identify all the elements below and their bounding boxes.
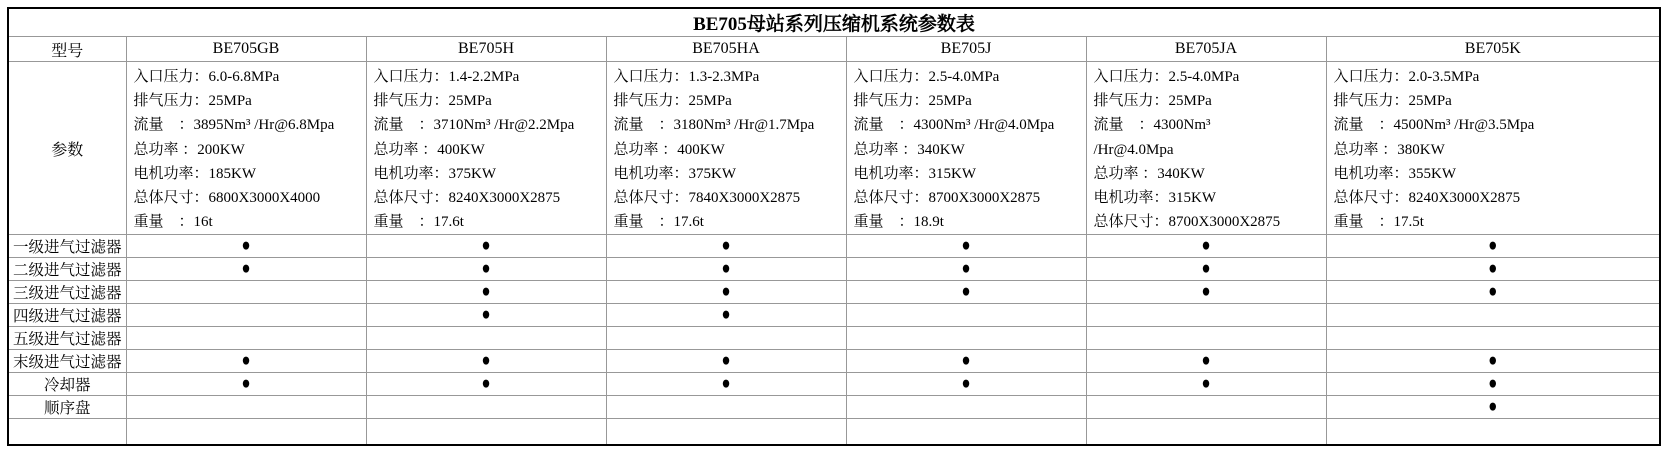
param-line: 总功率 ：400KW [613, 141, 725, 158]
param-line: 重量 ：17.6t [373, 214, 464, 231]
feature-row [8, 373, 1660, 396]
feature-cell-absent [126, 396, 366, 419]
bullet-dot: ● [1488, 236, 1498, 257]
empty-row [8, 419, 1660, 445]
feature-cell-present [1326, 396, 1660, 419]
feature-cell-present [1086, 373, 1326, 396]
bullet-dot: ● [721, 236, 731, 257]
param-line: 重量 ：17.6t [613, 214, 704, 231]
bullet-dot: ● [961, 236, 971, 257]
bullet-dot: ● [721, 259, 731, 280]
feature-row [8, 350, 1660, 373]
param-cell-4 [1086, 62, 1326, 235]
feature-row [8, 258, 1660, 281]
param-line: 流量 ：3180Nm³ /Hr@1.7Mpa [613, 117, 815, 134]
bullet-dot: ● [721, 305, 731, 326]
bullet-dot: ● [241, 236, 251, 257]
feature-row-label: 末级进气过滤器 [8, 350, 126, 373]
feature-row-label: 顺序盘 [8, 396, 126, 419]
feature-cell-present [126, 258, 366, 281]
param-line: 流量 ：3710Nm³ /Hr@2.2Mpa [373, 117, 575, 134]
title-row [8, 8, 1660, 37]
feature-cell-present [126, 373, 366, 396]
model-header-label: 型号 [8, 37, 126, 62]
bullet-dot: ● [481, 305, 491, 326]
bullet-dot: ● [1488, 397, 1498, 418]
feature-row-label: 五级进气过滤器 [8, 327, 126, 350]
param-line: 总体尺寸：8240X3000X2875 [373, 190, 561, 207]
bullet-dot: ● [1488, 282, 1498, 303]
feature-cell-present [606, 304, 846, 327]
feature-cell-absent [846, 327, 1086, 350]
feature-cell-absent [366, 396, 606, 419]
param-cell-0 [126, 62, 366, 235]
bullet-dot: ● [1488, 259, 1498, 280]
empty-cell [846, 419, 1086, 445]
bullet-dot: ● [1201, 374, 1211, 395]
param-line: 电机功率：315KW [853, 165, 976, 182]
param-line: 重量 ：16t [133, 214, 213, 231]
feature-cell-absent [846, 304, 1086, 327]
feature-cell-present [1326, 281, 1660, 304]
model-name: BE705HA [606, 37, 846, 62]
param-line: 总体尺寸：6800X3000X4000 [133, 190, 321, 207]
bullet-dot: ● [721, 351, 731, 372]
feature-row [8, 235, 1660, 258]
param-line: 重量 ：17.5t [1333, 214, 1424, 231]
param-line: 电机功率：375KW [613, 165, 736, 182]
param-line: 排气压力：25MPa [1333, 93, 1452, 110]
bullet-dot: ● [1488, 374, 1498, 395]
feature-row-label: 冷却器 [8, 373, 126, 396]
feature-cell-present [126, 235, 366, 258]
feature-row [8, 281, 1660, 304]
feature-cell-present [366, 235, 606, 258]
param-line: 排气压力：25MPa [853, 93, 972, 110]
param-line: 入口压力：1.4-2.2MPa [373, 69, 520, 85]
feature-cell-present [606, 281, 846, 304]
feature-cell-present [366, 281, 606, 304]
feature-cell-absent [1086, 396, 1326, 419]
bullet-dot: ● [961, 374, 971, 395]
feature-cell-present [606, 373, 846, 396]
param-line: 入口压力：2.5-4.0MPa [1093, 69, 1240, 85]
param-line: 流量 ：4300Nm³ /Hr@4.0Mpa [853, 117, 1055, 134]
bullet-dot: ● [1488, 351, 1498, 372]
param-line: 入口压力：2.5-4.0MPa [853, 69, 1000, 85]
param-cell-1 [366, 62, 606, 235]
model-name: BE705JA [1086, 37, 1326, 62]
param-line: 重量 ：18.9t [853, 214, 944, 231]
feature-cell-present [126, 350, 366, 373]
param-cell-3 [846, 62, 1086, 235]
param-line: /Hr@4.0Mpa [1093, 141, 1174, 158]
feature-cell-absent [1086, 304, 1326, 327]
model-header-row [8, 37, 1660, 62]
feature-cell-present [366, 304, 606, 327]
param-line: 流量 ：4300Nm³ [1093, 117, 1211, 134]
feature-row [8, 304, 1660, 327]
bullet-dot: ● [241, 351, 251, 372]
bullet-dot: ● [961, 259, 971, 280]
param-line: 入口压力：1.3-2.3MPa [613, 69, 760, 85]
feature-row-label: 三级进气过滤器 [8, 281, 126, 304]
param-line: 总功率 ：380KW [1333, 141, 1445, 158]
empty-cell [1326, 419, 1660, 445]
feature-row [8, 327, 1660, 350]
empty-cell [8, 419, 126, 445]
feature-cell-present [606, 350, 846, 373]
param-line: 总体尺寸：7840X3000X2875 [613, 190, 801, 207]
bullet-dot: ● [481, 236, 491, 257]
param-line: 流量 ：3895Nm³ /Hr@6.8Mpa [133, 117, 335, 134]
model-name: BE705GB [126, 37, 366, 62]
feature-cell-present [846, 373, 1086, 396]
head-section [8, 8, 1660, 235]
feature-cell-absent [366, 327, 606, 350]
feature-cell-present [1326, 258, 1660, 281]
feature-row-label: 四级进气过滤器 [8, 304, 126, 327]
model-name: BE705J [846, 37, 1086, 62]
bullet-dot: ● [721, 374, 731, 395]
param-line: 总体尺寸：8240X3000X2875 [1333, 190, 1521, 207]
empty-cell [606, 419, 846, 445]
param-line: 排气压力：25MPa [373, 93, 492, 110]
feature-cell-present [1086, 350, 1326, 373]
feature-cell-present [1086, 281, 1326, 304]
feature-row-label: 二级进气过滤器 [8, 258, 126, 281]
bullet-dot: ● [721, 282, 731, 303]
param-line: 排气压力：25MPa [133, 93, 252, 110]
bullet-dot: ● [1201, 351, 1211, 372]
feature-cell-present [1326, 350, 1660, 373]
param-line: 电机功率：375KW [373, 165, 496, 182]
params-row-label: 参数 [8, 62, 126, 235]
empty-cell [366, 419, 606, 445]
feature-cell-absent [126, 281, 366, 304]
param-cell-5 [1326, 62, 1660, 235]
param-line: 流量 ：4500Nm³ /Hr@3.5Mpa [1333, 117, 1535, 134]
feature-cell-absent [606, 327, 846, 350]
feature-cell-present [846, 258, 1086, 281]
param-line: 电机功率：185KW [133, 165, 256, 182]
empty-cell [1086, 419, 1326, 445]
bullet-dot: ● [481, 351, 491, 372]
param-line: 入口压力：6.0-6.8MPa [133, 69, 280, 85]
bullet-dot: ● [961, 282, 971, 303]
feature-cell-present [846, 281, 1086, 304]
feature-cell-absent [126, 327, 366, 350]
feature-cell-present [366, 258, 606, 281]
param-line: 总功率 ：340KW [853, 141, 965, 158]
bullet-dot: ● [1201, 282, 1211, 303]
model-name: BE705K [1326, 37, 1660, 62]
feature-cell-present [1326, 235, 1660, 258]
param-line: 电机功率：315KW [1093, 190, 1216, 207]
feature-cell-present [606, 235, 846, 258]
param-line: 电机功率：355KW [1333, 165, 1456, 182]
table-title: BE705母站系列压缩机系统参数表 [8, 8, 1660, 37]
feature-cell-present [1086, 235, 1326, 258]
param-line: 入口压力：2.0-3.5MPa [1333, 69, 1480, 85]
bullet-dot: ● [961, 351, 971, 372]
param-line: 总功率 ：340KW [1093, 165, 1205, 182]
feature-cell-present [366, 373, 606, 396]
param-cell-2 [606, 62, 846, 235]
feature-cell-present [846, 350, 1086, 373]
bullet-dot: ● [241, 374, 251, 395]
bullet-dot: ● [481, 282, 491, 303]
feature-cell-present [1326, 373, 1660, 396]
param-line: 总体尺寸：8700X3000X2875 [1093, 214, 1281, 231]
bullet-dot: ● [481, 374, 491, 395]
footer-section [8, 419, 1660, 445]
feature-row [8, 396, 1660, 419]
model-name: BE705H [366, 37, 606, 62]
param-line: 总功率 ：400KW [373, 141, 485, 158]
feature-cell-absent [606, 396, 846, 419]
param-line: 排气压力：25MPa [1093, 93, 1212, 110]
feature-cell-present [606, 258, 846, 281]
feature-cell-absent [846, 396, 1086, 419]
feature-cell-absent [1326, 327, 1660, 350]
spec-table [7, 7, 1661, 446]
bullet-dot: ● [481, 259, 491, 280]
bullet-dot: ● [1201, 236, 1211, 257]
feature-cell-absent [126, 304, 366, 327]
bullet-dot: ● [1201, 259, 1211, 280]
feature-cell-present [1086, 258, 1326, 281]
feature-cell-present [366, 350, 606, 373]
feature-cell-present [846, 235, 1086, 258]
feature-cell-absent [1086, 327, 1326, 350]
feature-cell-absent [1326, 304, 1660, 327]
feature-row-label: 一级进气过滤器 [8, 235, 126, 258]
param-line: 排气压力：25MPa [613, 93, 732, 110]
empty-cell [126, 419, 366, 445]
param-line: 总功率 ：200KW [133, 141, 245, 158]
bullet-dot: ● [241, 259, 251, 280]
feature-rows [8, 235, 1660, 419]
param-line: 总体尺寸：8700X3000X2875 [853, 190, 1041, 207]
params-row [8, 62, 1660, 235]
